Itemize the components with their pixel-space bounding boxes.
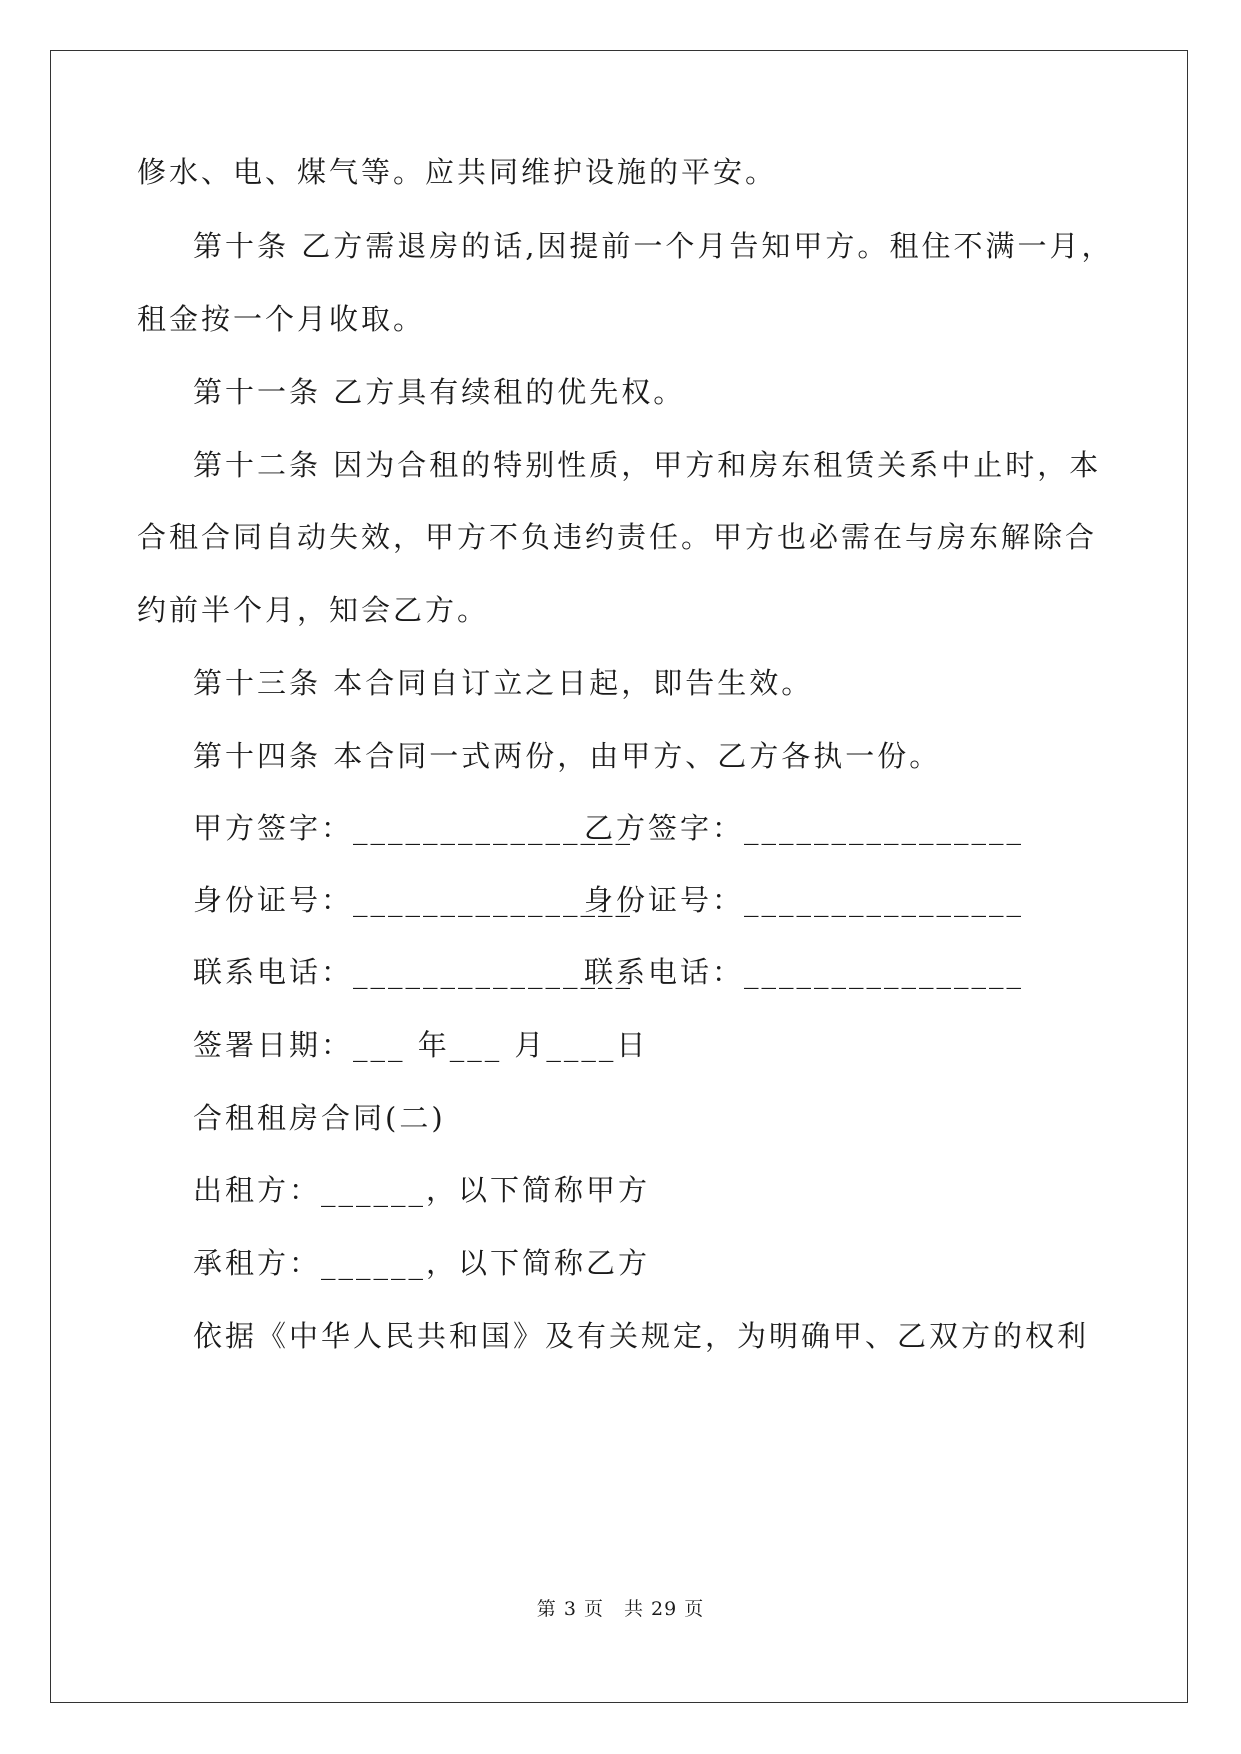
party-a-phone: 联系电话：________________ (193, 955, 634, 989)
article-12: 第十二条 因为合租的特别性质，甲方和房东租赁关系中止时，本 (193, 448, 1102, 482)
article-13: 第十三条 本合同自订立之日起，即告生效。 (193, 666, 814, 700)
page-number-footer: 第 3 页 共 29 页 (536, 1598, 705, 1620)
party-b-id-number: 身份证号：________________ (584, 883, 1025, 917)
article-10: 第十条 乙方需退房的话,因提前一个月告知甲方。租住不满一月， (193, 229, 1114, 263)
contract-2-title: 合租租房合同(二) (193, 1101, 446, 1135)
party-a-signature: 甲方签字：________________ (193, 811, 634, 845)
body-line-1: 修水、电、煤气等。应共同维护设施的平安。 (137, 155, 778, 189)
party-b-phone: 联系电话：________________ (584, 955, 1025, 989)
lessor-line: 出租方：______，以下简称甲方 (193, 1173, 651, 1207)
lessee-line: 承租方：______，以下简称乙方 (193, 1246, 651, 1280)
intro-line: 依据《中华人民共和国》及有关规定，为明确甲、乙双方的权利 (193, 1319, 1090, 1353)
article-14: 第十四条 本合同一式两份，由甲方、乙方各执一份。 (193, 739, 942, 773)
body-line-6: 合租合同自动失效，甲方不负违约责任。甲方也必需在与房东解除合 (137, 520, 1098, 554)
party-a-id-number: 身份证号：________________ (193, 883, 634, 917)
article-11: 第十一条 乙方具有续租的优先权。 (193, 375, 686, 409)
party-b-signature: 乙方签字：________________ (584, 811, 1025, 845)
page-frame (50, 50, 1188, 1703)
body-line-7: 约前半个月，知会乙方。 (137, 593, 490, 627)
body-line-3: 租金按一个月收取。 (137, 302, 426, 336)
sign-date: 签署日期：___ 年___ 月____日 (193, 1028, 649, 1062)
